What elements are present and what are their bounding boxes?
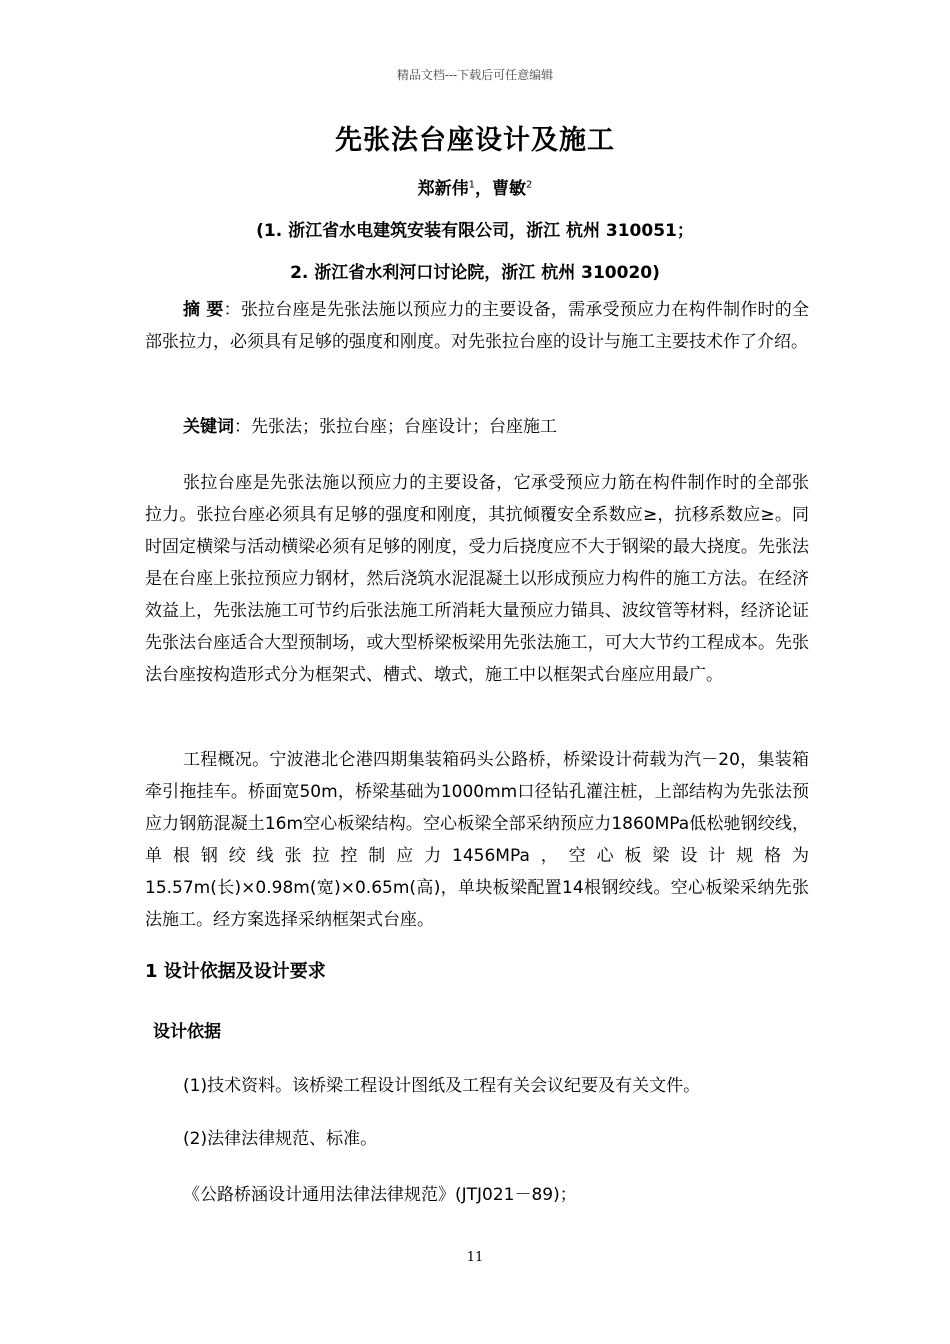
author-2-affil-mark: 2 xyxy=(526,179,533,191)
affiliation-2: 2. 浙江省水利河口讨论院，浙江 杭州 310020) xyxy=(290,263,660,283)
page-title: 先张法台座设计及施工 xyxy=(335,125,615,156)
list-item: 《公路桥涵设计通用法律法律规范》(JTJ021－89)； xyxy=(183,1185,577,1205)
abstract-label: 摘 要 xyxy=(183,300,224,320)
author-line xyxy=(0,174,950,199)
affiliation-1: (1. 浙江省水电建筑安装有限公司，浙江 杭州 310051； xyxy=(256,221,694,241)
list-item: (1)技术资料。该桥梁工程设计图纸及工程有关会议纪要及有关文件。 xyxy=(183,1076,701,1096)
keywords-label: 关键词 xyxy=(183,417,234,437)
subsection-heading: 设计依据 xyxy=(153,1022,221,1042)
section-heading: 1 设计依据及设计要求 xyxy=(145,961,326,982)
author-2: 曹敏 xyxy=(492,179,526,199)
intro-paragraph: 张拉台座是先张法施以预应力的主要设备，它承受预应力筋在构件制作时的全部张拉力。张拉台座必须具有足够的强度和刚度，其抗倾覆安全系数应≥，抗移系数应≥。同时固定横梁与活动横梁必须有足够的刚度，受力后挠度应不大于钢梁的最大挠度。先张法是在台座上张拉预应力钢材，然后浇筑水泥混凝土以形成预应力构件的施工方法。在经济效益上，先张法施工可节约后张法施工所消耗大量预应力锚具、波纹管等材料，经济论证先张法台座适合大型预制场，或大型桥梁板梁用先张法施工，可大大节约工程成本。先张法台座按构造形式分为框架式、槽式、墩式，施工中以框架式台座应用最广。 xyxy=(145,473,809,685)
abstract-text: ：张拉台座是先张法施以预应力的主要设备，需承受预应力在构件制作时的全部张拉力，必须具有足够的强度和刚度。对先张拉台座的设计与施工主要技术作了介绍。 xyxy=(145,300,809,352)
header-watermark: 精品文档---下载后可任意编辑 xyxy=(396,68,554,82)
author-1-affil-mark: 1 xyxy=(468,179,475,191)
author-separator: ， xyxy=(475,179,492,199)
page-number: 11 xyxy=(466,1250,484,1265)
keywords xyxy=(145,411,809,443)
author-1: 郑新伟 xyxy=(417,179,469,199)
abstract xyxy=(145,294,809,358)
keywords-text: ：先张法；张拉台座；台座设计；台座施工 xyxy=(234,417,557,437)
overview-paragraph: 工程概况。宁波港北仑港四期集装箱码头公路桥，桥梁设计荷载为汽－20，集装箱牵引拖挂车。桥面宽50m，桥梁基础为1000mm口径钻孔灌注桩，上部结构为先张法预应力钢筋混凝土16m空心板梁结构。空心板梁全部采纳预应力1860MPa低松驰钢绞线，单根钢绞线张拉控制应力1456MPa，空心板梁设计规格为15.57m(长)×0.98m(宽)×0.65m(高)，单块板梁配置14根钢绞线。空心板梁采纳先张法施工。经方案选择采纳框架式台座。 xyxy=(145,750,809,930)
list-item: (2)法律法律规范、标准。 xyxy=(183,1129,378,1149)
